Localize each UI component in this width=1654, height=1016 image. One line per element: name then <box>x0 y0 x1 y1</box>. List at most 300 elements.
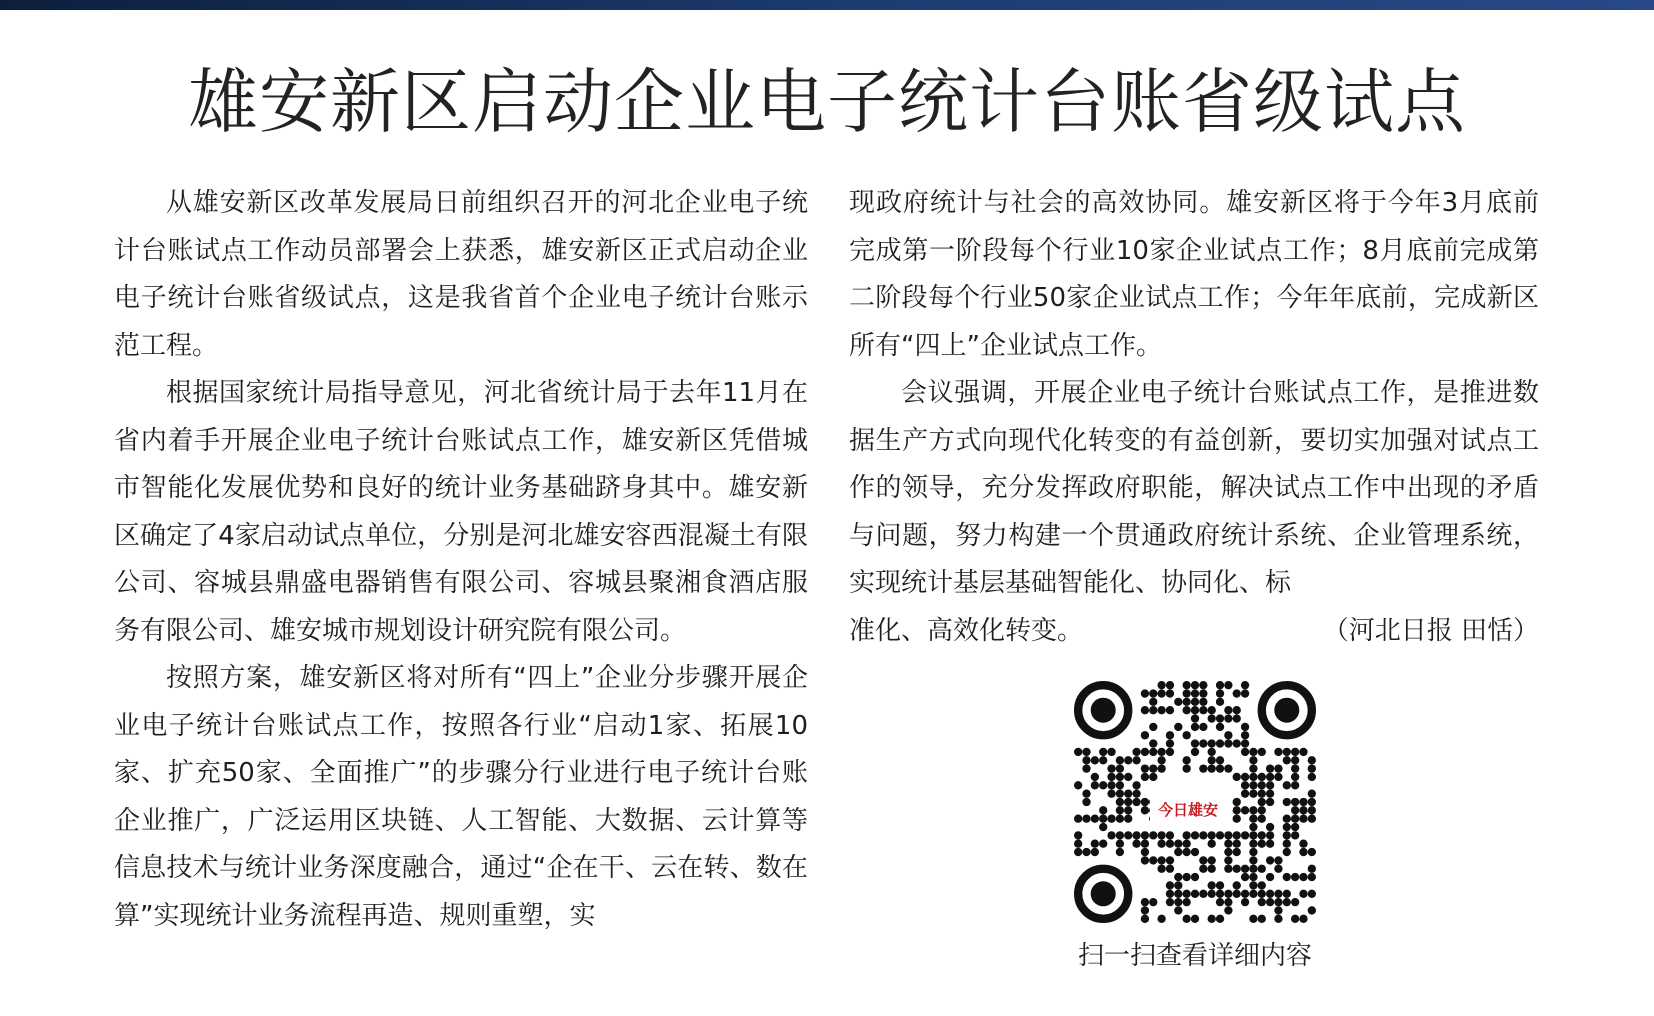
qr-module <box>1199 706 1207 714</box>
qr-module <box>1116 831 1124 839</box>
qr-module <box>1199 856 1207 864</box>
qr-module <box>1266 823 1274 831</box>
qr-module <box>1258 865 1266 873</box>
qr-module <box>1141 848 1149 856</box>
qr-module <box>1224 856 1232 864</box>
qr-module <box>1199 764 1207 772</box>
qr-module <box>1224 706 1232 714</box>
qr-module <box>1249 848 1257 856</box>
qr-finder-center <box>1091 881 1116 906</box>
qr-module <box>1149 698 1157 706</box>
qr-module <box>1308 873 1316 881</box>
qr-module <box>1249 773 1257 781</box>
qr-module <box>1074 748 1082 756</box>
qr-module <box>1182 898 1190 906</box>
qr-module <box>1241 789 1249 797</box>
qr-module <box>1258 815 1266 823</box>
qr-module <box>1132 748 1140 756</box>
qr-module <box>1224 731 1232 739</box>
qr-module <box>1241 773 1249 781</box>
qr-module <box>1199 739 1207 747</box>
qr-module <box>1174 873 1182 881</box>
qr-module <box>1199 723 1207 731</box>
qr-module <box>1141 915 1149 923</box>
qr-module <box>1274 915 1282 923</box>
qr-module <box>1233 706 1241 714</box>
qr-module <box>1124 806 1132 814</box>
qr-module <box>1308 865 1316 873</box>
qr-module <box>1291 748 1299 756</box>
qr-module <box>1157 840 1165 848</box>
article-title: 雄安新区启动企业电子统计台账省级试点 <box>188 61 1466 143</box>
qr-module <box>1283 898 1291 906</box>
qr-module <box>1274 856 1282 864</box>
qr-module <box>1208 890 1216 898</box>
qr-module <box>1274 764 1282 772</box>
qr-module <box>1274 906 1282 914</box>
qr-module <box>1291 773 1299 781</box>
qr-module <box>1107 748 1115 756</box>
qr-module <box>1233 840 1241 848</box>
qr-module <box>1241 731 1249 739</box>
qr-module <box>1241 890 1249 898</box>
qr-module <box>1241 748 1249 756</box>
qr-module <box>1132 840 1140 848</box>
qr-module <box>1082 789 1090 797</box>
qr-module <box>1091 840 1099 848</box>
qr-module <box>1224 898 1232 906</box>
paragraph-2: 根据国家统计局指导意见，河北省统计局于去年11月在省内着手开展企业电子统计台账试点工作，雄安新区凭借城市智能化发展优势和良好的统计业务基础跻身其中。雄安新区确定了4家启动试点单位，分别是河北雄安容西混凝土有限公司、容城县鼎盛电器销售有限公司、容城县聚湘食酒店服务有限公司、雄安城市规划设计研究院有限公司。 <box>114 378 808 646</box>
qr-module <box>1116 756 1124 764</box>
qr-module <box>1208 764 1216 772</box>
qr-module <box>1216 881 1224 889</box>
qr-module <box>1141 731 1149 739</box>
qr-module <box>1224 840 1232 848</box>
qr-module <box>1308 890 1316 898</box>
qr-module <box>1116 773 1124 781</box>
qr-module <box>1157 856 1165 864</box>
qr-module <box>1258 748 1266 756</box>
qr-module <box>1166 681 1174 689</box>
qr-module <box>1074 840 1082 848</box>
qr-module <box>1291 823 1299 831</box>
qr-module <box>1182 681 1190 689</box>
qr-module <box>1266 873 1274 881</box>
qr-module <box>1291 781 1299 789</box>
qr-module <box>1166 689 1174 697</box>
qr-module <box>1266 773 1274 781</box>
qr-module <box>1124 789 1132 797</box>
qr-module <box>1099 781 1107 789</box>
byline: （河北日报 田恬） <box>1322 615 1539 646</box>
qr-module <box>1157 865 1165 873</box>
qr-module <box>1074 781 1082 789</box>
qr-module <box>1308 789 1316 797</box>
qr-module <box>1266 764 1274 772</box>
qr-module <box>1166 748 1174 756</box>
qr-module <box>1157 748 1165 756</box>
qr-module <box>1124 773 1132 781</box>
qr-module <box>1233 890 1241 898</box>
qr-module <box>1182 764 1190 772</box>
qr-module <box>1249 873 1257 881</box>
qr-module <box>1249 881 1257 889</box>
qr-module <box>1174 906 1182 914</box>
qr-module <box>1124 831 1132 839</box>
qr-module <box>1157 681 1165 689</box>
qr-module <box>1233 815 1241 823</box>
paragraph-4 <box>849 370 1539 608</box>
qr-module <box>1191 689 1199 697</box>
qr-module <box>1157 831 1165 839</box>
qr-module <box>1274 748 1282 756</box>
qr-module <box>1274 773 1282 781</box>
qr-module <box>1132 756 1140 764</box>
qr-finder-center <box>1091 698 1116 723</box>
qr-module <box>1258 789 1266 797</box>
qr-module <box>1099 815 1107 823</box>
qr-module <box>1266 840 1274 848</box>
qr-module <box>1141 906 1149 914</box>
qr-module <box>1291 756 1299 764</box>
qr-module <box>1099 840 1107 848</box>
qr-module <box>1174 898 1182 906</box>
qr-module <box>1224 906 1232 914</box>
qr-module <box>1116 781 1124 789</box>
paragraph-1: 从雄安新区改革发展局日前组织召开的河北企业电子统计台账试点工作动员部署会上获悉，雄安新区正式启动企业电子统计台账省级试点，这是我省首个企业电子统计台账示范工程。 <box>114 188 808 361</box>
qr-module <box>1149 764 1157 772</box>
qr-module <box>1241 898 1249 906</box>
qr-module <box>1082 748 1090 756</box>
qr-module <box>1174 890 1182 898</box>
qr-module <box>1224 865 1232 873</box>
qr-module <box>1157 756 1165 764</box>
qr-module <box>1258 798 1266 806</box>
qr-module <box>1149 706 1157 714</box>
paragraph-4-last-line <box>849 608 1539 656</box>
qr-module <box>1082 815 1090 823</box>
qr-module <box>1216 831 1224 839</box>
qr-module <box>1107 781 1115 789</box>
qr-module <box>1149 898 1157 906</box>
qr-module <box>1291 915 1299 923</box>
qr-module <box>1116 764 1124 772</box>
qr-module <box>1124 815 1132 823</box>
qr-module <box>1208 881 1216 889</box>
qr-module <box>1308 806 1316 814</box>
qr-module <box>1308 773 1316 781</box>
qr-module <box>1141 748 1149 756</box>
qr-module <box>1174 881 1182 889</box>
qr-module <box>1249 831 1257 839</box>
qr-module <box>1274 898 1282 906</box>
qr-module <box>1258 840 1266 848</box>
qr-module <box>1182 840 1190 848</box>
qr-module <box>1116 798 1124 806</box>
qr-module <box>1182 873 1190 881</box>
qr-module <box>1199 831 1207 839</box>
qr-module <box>1241 723 1249 731</box>
qr-module <box>1308 815 1316 823</box>
qr-caption: 扫一扫查看详细内容 <box>1077 941 1312 971</box>
qr-module <box>1283 748 1291 756</box>
qr-module <box>1241 681 1249 689</box>
qr-module <box>1166 856 1174 864</box>
qr-module <box>1233 798 1241 806</box>
qr-module <box>1233 881 1241 889</box>
qr-module <box>1241 806 1249 814</box>
qr-module <box>1191 723 1199 731</box>
qr-module <box>1216 890 1224 898</box>
qr-module <box>1249 840 1257 848</box>
qr-module <box>1141 773 1149 781</box>
qr-module <box>1082 764 1090 772</box>
qr-module <box>1141 806 1149 814</box>
qr-module <box>1216 714 1224 722</box>
qr-module <box>1191 714 1199 722</box>
qr-module <box>1216 898 1224 906</box>
qr-module <box>1241 781 1249 789</box>
qr-module <box>1299 806 1307 814</box>
qr-module <box>1291 798 1299 806</box>
article-column-left <box>114 180 808 940</box>
qr-module <box>1216 756 1224 764</box>
qr-module <box>1107 764 1115 772</box>
qr-module <box>1124 756 1132 764</box>
qr-module <box>1182 698 1190 706</box>
qr-module <box>1283 823 1291 831</box>
qr-module <box>1107 815 1115 823</box>
qr-module <box>1216 689 1224 697</box>
qr-module <box>1249 748 1257 756</box>
paragraph-4-end: 准化、高效化转变。 <box>849 615 1084 646</box>
qr-module <box>1091 781 1099 789</box>
qr-module <box>1199 689 1207 697</box>
qr-module <box>1216 681 1224 689</box>
qr-module <box>1249 890 1257 898</box>
qr-finder-center <box>1274 698 1299 723</box>
qr-module <box>1299 798 1307 806</box>
qr-module <box>1283 798 1291 806</box>
qr-module <box>1249 856 1257 864</box>
qr-module <box>1116 815 1124 823</box>
qr-module <box>1258 881 1266 889</box>
qr-module <box>1291 815 1299 823</box>
qr-module <box>1191 848 1199 856</box>
qr-module <box>1274 890 1282 898</box>
qr-module <box>1141 840 1149 848</box>
qr-logo: 今日雄安 <box>1150 788 1226 830</box>
qr-module <box>1082 798 1090 806</box>
qr-module <box>1224 714 1232 722</box>
qr-module <box>1149 831 1157 839</box>
qr-module <box>1299 748 1307 756</box>
qr-module <box>1132 789 1140 797</box>
qr-module <box>1182 915 1190 923</box>
qr-module <box>1233 806 1241 814</box>
qr-module <box>1149 748 1157 756</box>
qr-module <box>1266 856 1274 864</box>
qr-module <box>1208 714 1216 722</box>
qr-module <box>1224 764 1232 772</box>
qr-module <box>1141 898 1149 906</box>
qr-module <box>1233 773 1241 781</box>
qr-module <box>1308 848 1316 856</box>
qr-module <box>1233 831 1241 839</box>
qr-module <box>1091 773 1099 781</box>
qr-module <box>1174 848 1182 856</box>
qr-module <box>1182 848 1190 856</box>
qr-module <box>1116 840 1124 848</box>
qr-module <box>1166 898 1174 906</box>
qr-module <box>1099 756 1107 764</box>
qr-module <box>1091 815 1099 823</box>
qr-module <box>1182 756 1190 764</box>
qr-module <box>1249 806 1257 814</box>
qr-module <box>1233 714 1241 722</box>
qr-module <box>1283 890 1291 898</box>
qr-module <box>1249 823 1257 831</box>
qr-module <box>1283 848 1291 856</box>
qr-module <box>1182 890 1190 898</box>
qr-module <box>1224 681 1232 689</box>
qr-module <box>1266 831 1274 839</box>
qr-module <box>1266 789 1274 797</box>
top-accent-bar <box>0 0 1654 10</box>
qr-module <box>1107 831 1115 839</box>
qr-module <box>1182 731 1190 739</box>
qr-module <box>1208 915 1216 923</box>
qr-module <box>1308 906 1316 914</box>
qr-module <box>1141 798 1149 806</box>
qr-module <box>1091 848 1099 856</box>
qr-module <box>1166 706 1174 714</box>
qr-module <box>1141 706 1149 714</box>
qr-module <box>1099 806 1107 814</box>
qr-module <box>1299 873 1307 881</box>
qr-module <box>1191 748 1199 756</box>
qr-module <box>1274 865 1282 873</box>
qr-module <box>1141 764 1149 772</box>
qr-module <box>1283 781 1291 789</box>
qr-module <box>1291 873 1299 881</box>
paragraph-3: 按照方案，雄安新区将对所有“四上”企业分步骤开展企业电子统计台账试点工作，按照各行业“启动1家、拓展10家、扩充50家、全面推广”的步骤分行业进行电子统计台账企业推广，广泛运用区块链、人工智能、大数据、云计算等信息技术与统计业务深度融合，通过“企在干、云在转、数在算”实现统计业务流程再造、规则重塑，实 <box>114 663 808 931</box>
qr-module <box>1149 856 1157 864</box>
qr-module <box>1166 890 1174 898</box>
qr-module <box>1208 706 1216 714</box>
qr-module <box>1266 781 1274 789</box>
qr-module <box>1124 798 1132 806</box>
qr-module <box>1208 756 1216 764</box>
qr-module <box>1107 773 1115 781</box>
qr-module <box>1241 873 1249 881</box>
qr-module <box>1283 873 1291 881</box>
qr-module <box>1291 806 1299 814</box>
qr-module <box>1216 698 1224 706</box>
qr-module <box>1191 890 1199 898</box>
qr-module <box>1283 815 1291 823</box>
qr-module <box>1141 689 1149 697</box>
qr-module <box>1208 865 1216 873</box>
qr-module <box>1233 739 1241 747</box>
qr-module <box>1166 881 1174 889</box>
qr-module <box>1182 831 1190 839</box>
qr-module <box>1233 865 1241 873</box>
qr-module <box>1208 739 1216 747</box>
qr-module <box>1291 831 1299 839</box>
qr-module <box>1258 781 1266 789</box>
qr-module <box>1182 689 1190 697</box>
qr-module <box>1191 873 1199 881</box>
qr-module <box>1224 890 1232 898</box>
qr-module <box>1132 831 1140 839</box>
qr-module <box>1174 698 1182 706</box>
qr-module <box>1233 689 1241 697</box>
qr-module <box>1291 764 1299 772</box>
qr-module <box>1191 706 1199 714</box>
qr-module <box>1208 831 1216 839</box>
qr-module <box>1233 848 1241 856</box>
article-column-right <box>849 180 1539 655</box>
qr-module <box>1249 915 1257 923</box>
qr-module <box>1249 764 1257 772</box>
qr-module <box>1191 681 1199 689</box>
qr-module <box>1141 856 1149 864</box>
qr-module <box>1299 848 1307 856</box>
qr-module <box>1174 723 1182 731</box>
qr-module <box>1157 689 1165 697</box>
qr-module <box>1149 773 1157 781</box>
qr-module <box>1241 739 1249 747</box>
qr-module <box>1074 815 1082 823</box>
qr-module <box>1266 890 1274 898</box>
qr-module <box>1166 831 1174 839</box>
qr-module <box>1216 764 1224 772</box>
qr-module <box>1157 915 1165 923</box>
qr-module <box>1166 840 1174 848</box>
qr-module <box>1249 781 1257 789</box>
qr-module <box>1208 840 1216 848</box>
qr-module <box>1157 706 1165 714</box>
qr-module <box>1091 756 1099 764</box>
qr-module <box>1208 856 1216 864</box>
qr-module <box>1149 689 1157 697</box>
qr-module <box>1258 890 1266 898</box>
qr-module <box>1157 764 1165 772</box>
qr-module <box>1107 789 1115 797</box>
qr-module <box>1224 831 1232 839</box>
qr-module <box>1082 848 1090 856</box>
qr-module <box>1216 723 1224 731</box>
qr-module <box>1266 798 1274 806</box>
paragraph-4-body: 会议强调，开展企业电子统计台账试点工作，是推进数据生产方式向现代化转变的有益创新，要切实加强对试点工作的领导，充分发挥政府职能，解决试点工作中出现的矛盾与问题，努力构建一个贯通政府统计系统、企业管理系统，实现统计基层基础智能化、协同化、标 <box>849 378 1539 598</box>
qr-module <box>1258 806 1266 814</box>
qr-module <box>1199 865 1207 873</box>
qr-module <box>1266 898 1274 906</box>
qr-module <box>1199 698 1207 706</box>
qr-module <box>1258 831 1266 839</box>
qr-module <box>1074 831 1082 839</box>
qr-module <box>1199 681 1207 689</box>
qr-module <box>1191 915 1199 923</box>
qr-module <box>1199 890 1207 898</box>
qr-module <box>1283 831 1291 839</box>
qr-module <box>1299 915 1307 923</box>
qr-module <box>1166 731 1174 739</box>
qr-module <box>1249 789 1257 797</box>
qr-module <box>1308 764 1316 772</box>
qr-module <box>1099 748 1107 756</box>
